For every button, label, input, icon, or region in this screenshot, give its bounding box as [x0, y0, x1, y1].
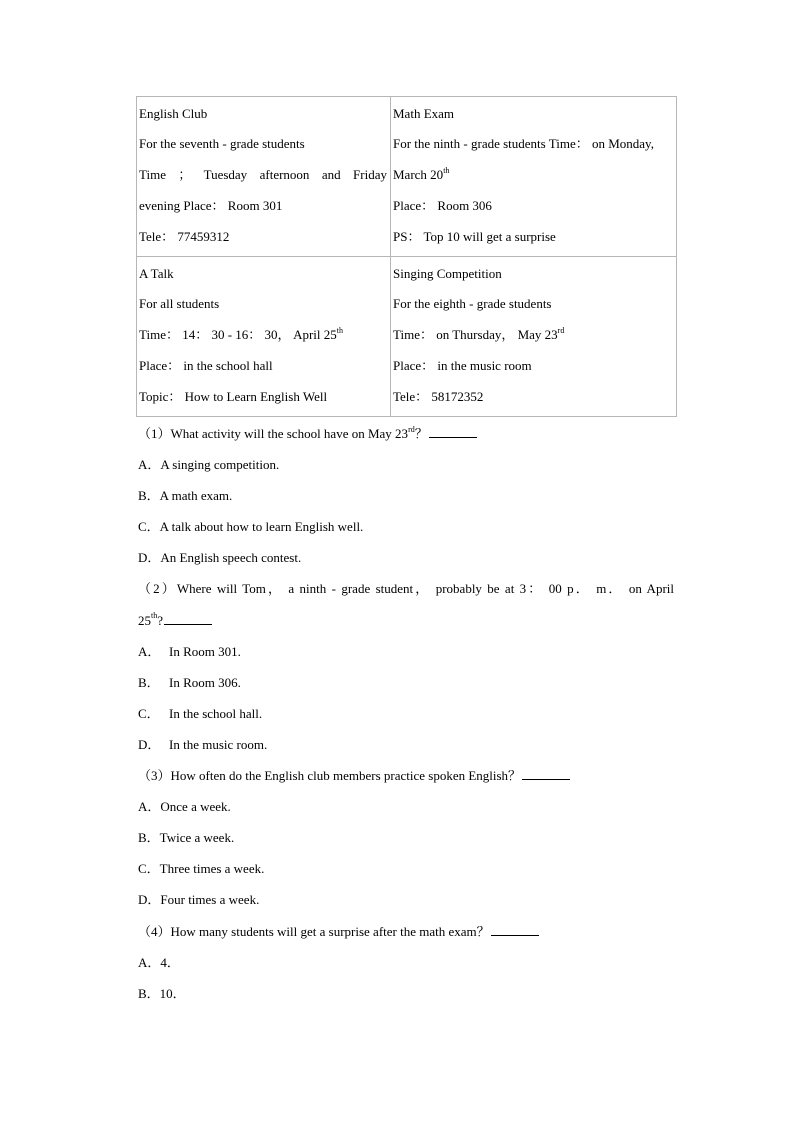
- option-b: [138, 978, 674, 1009]
- option-c: [138, 698, 674, 729]
- option-text: Twice a week.: [159, 830, 235, 846]
- option-text: 4．: [160, 954, 180, 970]
- singing-competition-notice: [391, 257, 677, 417]
- option-text: A talk about how to learn English well.: [159, 519, 364, 535]
- option-letter: B．: [138, 830, 160, 846]
- option-letter: A．: [138, 954, 161, 970]
- option-text: In Room 306.: [169, 674, 241, 690]
- notice-time: Time： on Thursday， May 23: [393, 327, 558, 342]
- question-mark: ?: [157, 612, 164, 628]
- option-letter: B．: [138, 674, 160, 690]
- option-a: [138, 947, 674, 978]
- notice-title: Singing Competition: [393, 266, 502, 281]
- answer-blank[interactable]: [164, 612, 212, 625]
- ordinal-suffix: rd: [408, 424, 415, 434]
- option-letter: A．: [138, 457, 161, 473]
- option-text: A math exam.: [159, 488, 233, 504]
- option-d: [138, 542, 674, 573]
- notice-title: A Talk: [139, 266, 174, 281]
- option-text: An English speech contest.: [160, 550, 302, 566]
- notice-line: Tele： 58172352: [393, 389, 484, 404]
- option-letter: C．: [138, 519, 160, 535]
- option-b: [138, 480, 674, 511]
- option-text: A singing competition.: [160, 457, 280, 473]
- notice-line: Place： Room 306: [393, 198, 492, 213]
- option-text: Four times a week.: [160, 892, 260, 908]
- notice-line: For all students: [139, 296, 220, 311]
- question-3-prompt: [138, 760, 674, 791]
- question-mark: ？: [414, 426, 428, 441]
- question-2-prompt: （2）Where will Tom， a ninth - grade student， probably be at 3： 00 p． m． on April: [138, 581, 674, 597]
- notice-line: [139, 319, 390, 350]
- question-4-prompt: [138, 916, 674, 947]
- option-letter: A．: [138, 799, 161, 815]
- option-letter: B．: [138, 488, 160, 504]
- option-text: In the music room.: [169, 736, 268, 752]
- option-c: [138, 853, 674, 884]
- notice-table: [136, 96, 677, 417]
- notice-line: Place： in the music room: [393, 358, 532, 373]
- math-exam-notice: [391, 97, 677, 257]
- notice-line: [393, 159, 676, 190]
- notice-title: Math Exam: [393, 106, 455, 121]
- option-letter: D．: [138, 892, 161, 908]
- notice-line: evening Place： Room 301: [139, 198, 283, 213]
- option-d: [138, 884, 674, 915]
- notice-date: March 20: [393, 167, 444, 182]
- option-text: 10．: [159, 985, 186, 1001]
- table-row: [137, 257, 677, 417]
- option-c: [138, 511, 674, 542]
- option-letter: B．: [138, 985, 160, 1001]
- option-a: [138, 449, 674, 480]
- question-text: （1）What activity will the school have on May 23: [138, 426, 409, 441]
- option-d: [138, 729, 674, 760]
- notice-time: Time： 14： 30 - 16： 30， April 25: [139, 327, 337, 342]
- ordinal-suffix: th: [151, 611, 158, 621]
- option-letter: D．: [138, 550, 161, 566]
- option-b: [138, 822, 674, 853]
- notice-line: Place： in the school hall: [139, 358, 273, 373]
- english-club-notice: [137, 97, 391, 257]
- option-a: [138, 636, 674, 667]
- option-text: Three times a week.: [159, 861, 265, 877]
- option-text: In Room 301.: [169, 643, 241, 659]
- question-text: （3）How often do the English club members practice spoken English？: [138, 768, 522, 784]
- question-1-prompt: [138, 418, 674, 449]
- notice-line: For the ninth - grade students Time： on Monday,: [393, 136, 654, 151]
- notice-line: Time ； Tuesday afternoon and Friday: [139, 167, 387, 182]
- option-letter: A．: [138, 643, 161, 659]
- option-b: [138, 667, 674, 698]
- ordinal-suffix: th: [336, 325, 344, 335]
- option-text: Once a week.: [160, 799, 231, 815]
- option-a: [138, 791, 674, 822]
- answer-blank[interactable]: [429, 425, 477, 438]
- ordinal-suffix: th: [443, 165, 450, 175]
- notice-line: [393, 319, 676, 350]
- talk-notice: [137, 257, 391, 417]
- option-letter: D．: [138, 736, 161, 752]
- table-row: [137, 97, 677, 257]
- questions-section: [138, 418, 674, 1009]
- option-text: In the school hall.: [169, 705, 263, 721]
- notice-line: For the seventh - grade students: [139, 136, 305, 151]
- question-text: 25: [138, 612, 151, 628]
- notice-title: English Club: [139, 106, 208, 121]
- option-letter: C．: [138, 861, 160, 877]
- notice-line: For the eighth - grade students: [393, 296, 552, 311]
- question-text: （4）How many students will get a surprise after the math exam？: [138, 923, 490, 939]
- question-2-prompt-cont: [138, 605, 674, 636]
- notice-line: Tele： 77459312: [139, 229, 230, 244]
- option-letter: C．: [138, 705, 160, 721]
- ordinal-suffix: rd: [557, 325, 565, 335]
- answer-blank[interactable]: [522, 767, 570, 780]
- notice-line: PS： Top 10 will get a surprise: [393, 229, 556, 244]
- answer-blank[interactable]: [491, 923, 539, 936]
- notice-line: Topic： How to Learn English Well: [139, 389, 328, 404]
